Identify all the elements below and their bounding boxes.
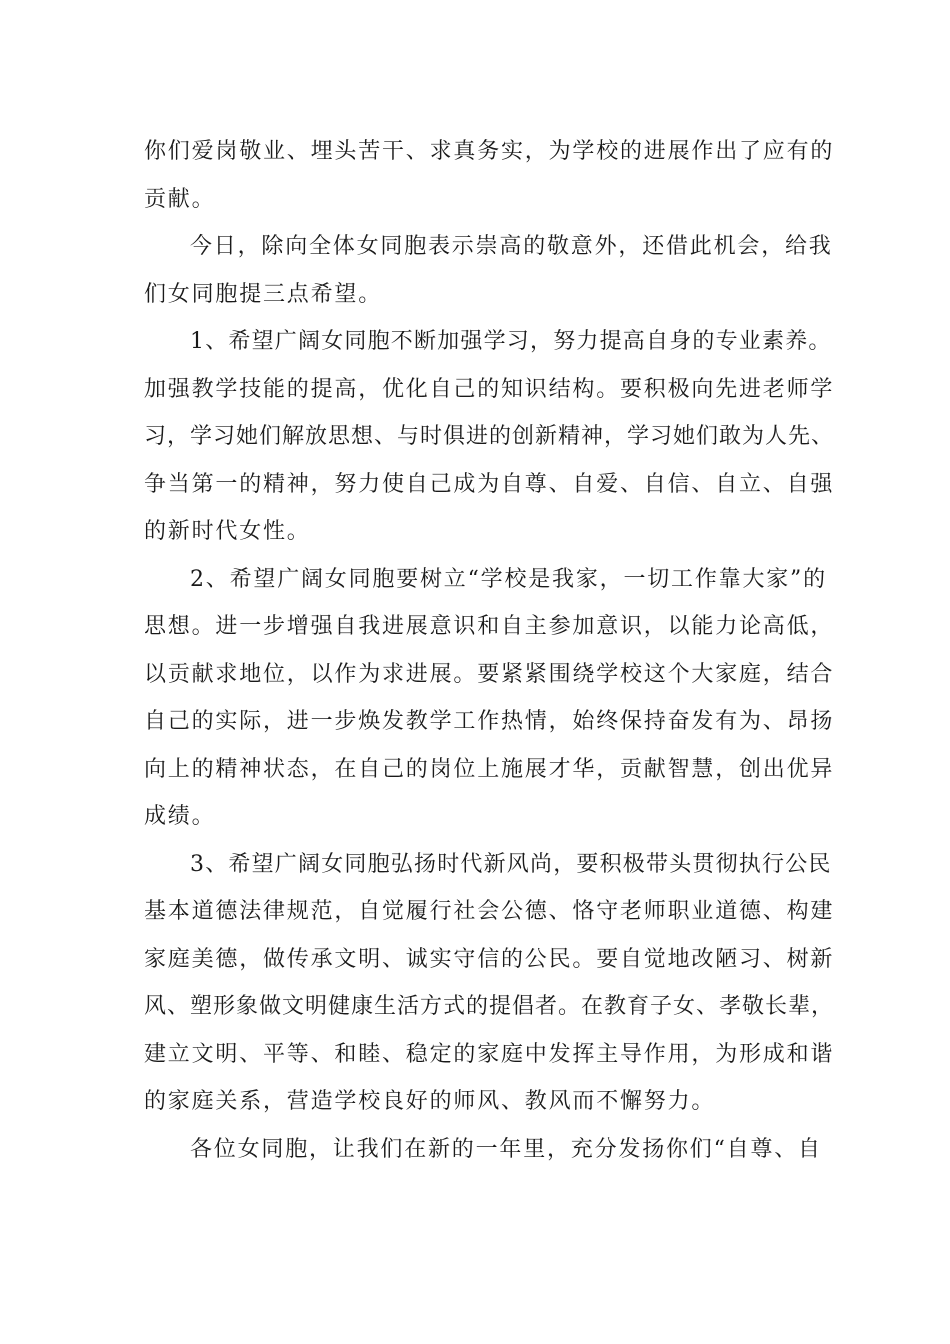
text-line: 各位女同胞，让我们在新的一年里，充分发扬你们“自尊、自: [190, 1136, 822, 1162]
text-line: 家庭美德，做传承文明、诚实守信的公民。要自觉地改陋习、树新: [144, 946, 835, 972]
text-line: 以贡献求地位，以作为求进展。要紧紧围绕学校这个大家庭，结合: [144, 661, 835, 687]
text-line: 争当第一的精神，努力使自己成为自尊、自爱、自信、自立、自强: [144, 471, 835, 497]
text-line: 3、希望广阔女同胞弘扬时代新风尚，要积极带头贯彻执行公民: [190, 851, 832, 877]
text-line: 思想。进一步增强自我进展意识和自主参加意识，以能力论高低，: [144, 614, 835, 639]
text-line: 加强教学技能的提高，优化自己的知识结构。要积极向先进老师学: [144, 376, 835, 402]
text-line: 1、希望广阔女同胞不断加强学习，努力提高自身的专业素养。: [190, 329, 832, 354]
text-line: 基本道德法律规范，自觉履行社会公德、恪守老师职业道德、构建: [144, 899, 835, 924]
text-line: 贡献。: [144, 186, 216, 212]
text-line: 的新时代女性。: [144, 519, 311, 544]
text-line: 自己的实际，进一步焕发教学工作热情，始终保持奋发有为、昂扬: [144, 709, 835, 734]
text-line: 2、希望广阔女同胞要树立“学校是我家，一切工作靠大家”的: [190, 566, 827, 592]
text-line: 成绩。: [144, 804, 216, 829]
text-line: 习，学习她们解放思想、与时俱进的创新精神，学习她们敢为人先、: [144, 424, 835, 449]
text-line: 们女同胞提三点希望。: [144, 281, 383, 307]
text-line: 向上的精神状态，在自己的岗位上施展才华，贡献智慧，创出优异: [144, 756, 835, 782]
text-line: 建立文明、平等、和睦、稳定的家庭中发挥主导作用，为形成和谐: [144, 1041, 835, 1067]
text-line: 今日，除向全体女同胞表示崇高的敬意外，还借此机会，给我: [190, 234, 833, 259]
text-line: 的家庭关系，营造学校良好的师风、教风而不懈努力。: [144, 1089, 716, 1114]
document-body: [144, 128, 834, 1173]
text-line: 你们爱岗敬业、埋头苦干、求真务实，为学校的进展作出了应有的: [144, 139, 835, 164]
text-line: 风、塑形象做文明健康生活方式的提倡者。在教育子女、孝敬长辈，: [144, 994, 835, 1019]
